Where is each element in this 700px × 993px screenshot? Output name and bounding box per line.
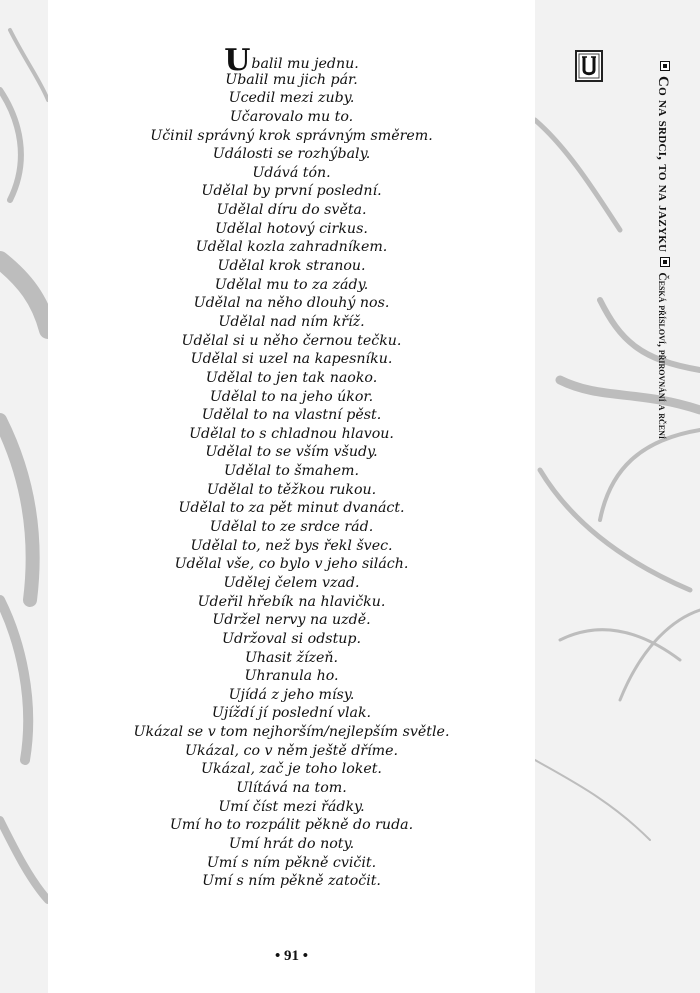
page-number: • 91 • [274, 948, 308, 964]
proverb-line: Ukázal se v tom nejhorším/nejlepším světle. [133, 724, 450, 741]
proverb-line: Umí ho to rozpálit pěkně do ruda. [169, 817, 414, 834]
proverb-line: Ulítává na tom. [236, 779, 347, 796]
proverb-line: Udělal to za pět minut dvanáct. [178, 500, 405, 517]
proverb-line: Udělal mu to za zády. [214, 276, 369, 293]
proverb-line: Učinil správný krok správným směrem. [150, 127, 433, 144]
proverb-line: Uhasit žízeň. [244, 649, 339, 666]
proverb-line: Udělal by první poslední. [201, 183, 382, 200]
running-header [653, 56, 673, 536]
proverb-line: Udělal kozla zahradníkem. [195, 239, 388, 256]
square-ornament-icon [660, 61, 670, 71]
proverb-line: Udržoval si odstup. [221, 630, 362, 647]
proverb-line: Udržel nervy na uzdě. [212, 612, 371, 629]
proverb-line: Udělal to s chladnou hlavou. [189, 425, 394, 442]
proverb-line: Umí číst mezi řádky. [218, 798, 365, 815]
proverb-line: Udělal díru do světa. [216, 202, 367, 219]
proverb-line: Udělal to, než bys řekl švec. [190, 537, 393, 554]
proverb-line: Udělal vše, co bylo v jeho silách. [174, 556, 409, 573]
proverb-line: Uhranula ho. [244, 668, 339, 685]
proverb-line: Udělal na něho dlouhý nos. [193, 295, 390, 312]
proverb-line: Udělal to šmahem. [224, 463, 359, 480]
proverb-line: Udělal si uzel na kapesníku. [190, 351, 393, 368]
letter-emblem-icon [575, 50, 603, 82]
proverb-line: Ucedil mezi zuby. [228, 90, 355, 107]
proverb-line: Ukázal, co v něm ještě dříme. [185, 742, 398, 759]
book-title: Co na srdci, to na jazyku [655, 76, 671, 253]
proverb-line: Udělal si u něho černou tečku. [181, 332, 402, 349]
book-subtitle: Česká přísloví, přirovnání a rčení [656, 272, 668, 440]
proverb-line: Udeřil hřebík na hlavičku. [197, 593, 386, 610]
drop-cap-letter: U [224, 43, 251, 78]
proverb-line: Udělal krok stranou. [217, 258, 366, 275]
proverb-line: Udělal to těžkou rukou. [206, 481, 377, 498]
proverb-line: Umí s ním pěkně zatočit. [202, 873, 381, 890]
proverb-line: Ubalil mu jich pár. [225, 71, 358, 88]
proverb-line: Ubalil mu jednu. [224, 43, 359, 78]
proverb-line: Udělal to se vším všudy. [205, 444, 378, 461]
proverb-line: Ukázal, zač je toho loket. [201, 761, 382, 778]
proverb-line: Udělal hotový cirkus. [215, 220, 368, 237]
proverb-line: Udělal to ze srdce rád. [209, 519, 374, 536]
square-ornament-icon [660, 257, 670, 267]
proverb-line: Udává tón. [252, 164, 331, 181]
book-page [48, 0, 535, 993]
proverb-line: Události se rozhýbaly. [212, 146, 371, 163]
proverb-line: Umí s ním pěkně cvičit. [206, 854, 377, 871]
proverb-line: Udělal to jen tak naoko. [205, 369, 378, 386]
proverb-line: Učarovalo mu to. [229, 108, 354, 125]
proverb-line: Udělal to na jeho úkor. [209, 388, 374, 405]
proverb-line: Umí hrát do noty. [228, 835, 355, 852]
proverb-line: Udělal nad ním kříž. [218, 313, 365, 330]
proverb-line: Udělal to na vlastní pěst. [201, 407, 382, 424]
proverb-line: Ujíždí jí poslední vlak. [211, 705, 372, 722]
proverb-line: Ujídá z jeho mísy. [228, 686, 355, 703]
proverb-line: Udělej čelem vzad. [223, 574, 360, 591]
proverb-list [48, 43, 535, 891]
